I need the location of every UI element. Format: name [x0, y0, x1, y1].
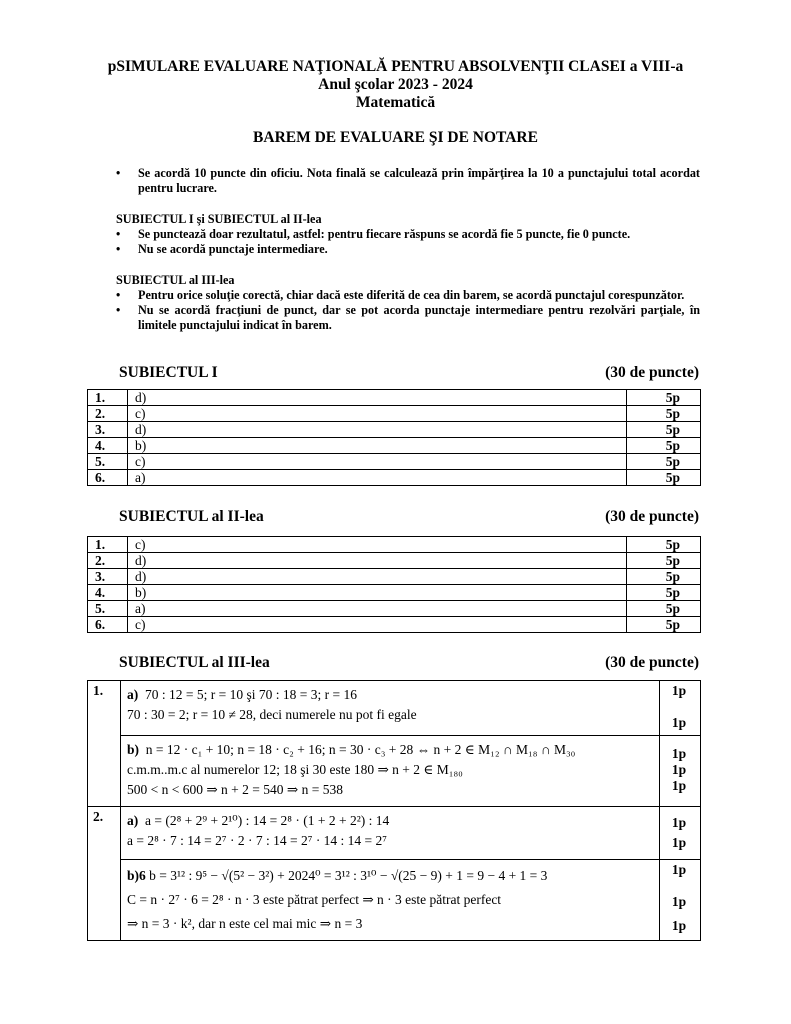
q2a-line-1	[127, 811, 653, 831]
table-row	[88, 585, 701, 601]
q1a-points	[660, 681, 701, 736]
row-answer: c)	[128, 406, 627, 422]
q2b-line-2	[127, 888, 653, 912]
document-header	[0, 58, 791, 112]
points: 1p	[671, 835, 687, 850]
row-answer: b)	[128, 585, 627, 601]
q1a-line-2-text: 70 : 30 = 2; r = 10 ≠ 28, deci numerele nu pot fi egale	[127, 707, 417, 722]
q1a-line-1-text: 70 : 12 = 5; r = 10 şi 70 : 18 = 3; r = 16	[145, 687, 357, 702]
row-points: 5p	[627, 537, 701, 553]
s1-title: SUBIECTUL I	[119, 364, 218, 381]
table-row	[88, 537, 701, 553]
question-number: 2.	[88, 807, 121, 860]
row-number: 2.	[88, 553, 128, 569]
s2-points: (30 de puncte)	[605, 508, 699, 525]
points: 1p	[671, 918, 687, 933]
s3-heading	[119, 654, 699, 672]
rules-sec12: SUBIECTUL I şi SUBIECTUL al II-lea • Se punctează doar rezultatul, astfel: pentru fiecare răspuns se acordă fie 5 puncte, fie 0 puncte. • Nu se acordă punctaje intermediare.	[116, 212, 700, 257]
table-row	[88, 860, 701, 941]
q2b-points	[660, 860, 701, 941]
table-row	[88, 454, 701, 470]
table-row	[88, 470, 701, 486]
q1a-line-1	[127, 685, 653, 705]
row-answer: b)	[128, 438, 627, 454]
table-row	[88, 390, 701, 406]
question-number-cont	[88, 860, 121, 941]
q1b-line-1-text: n = 12 · c₁ + 10; n = 18 · c₂ + 16; n = 30 · c₃ + 28 ⇔ n + 2 ∈ M₁₂ ∩ M₁₈ ∩ M₃₀	[145, 742, 576, 757]
q1b-line-2-text: c.m.m..m.c al numerelor 12; 18 şi 30 este 180 ⇒ n + 2 ∈ M₁₈₀	[127, 762, 463, 777]
q1b-solution	[121, 736, 660, 807]
points: 1p	[671, 746, 687, 761]
rules-sec12-bullet-2: Nu se acordă punctaje intermediare.	[138, 242, 328, 256]
q1a-line-2	[127, 705, 653, 725]
q2a-line-2-text: a = 2⁸ · 7 : 14 = 2⁷ · 2 · 7 : 14 = 2⁷ · 14 : 14 = 2⁷	[127, 833, 388, 848]
table-row	[88, 617, 701, 633]
s3-title: SUBIECTUL al III-lea	[119, 654, 270, 671]
q2b-line-1-text: b = 3¹² : 9⁵ − √(5² − 3²) + 2024⁰ = 3¹² : 3¹⁰ − √(25 − 9) + 1 = 9 − 4 + 1 = 3	[149, 868, 548, 883]
table-row	[88, 438, 701, 454]
q2b-line-1	[127, 864, 653, 888]
row-points: 5p	[627, 390, 701, 406]
q1b-line-2	[127, 760, 653, 780]
q2b-line-3	[127, 912, 653, 936]
q2a-label: a)	[127, 813, 139, 828]
q1b-line-1	[127, 740, 653, 760]
row-number: 3.	[88, 569, 128, 585]
table-row	[88, 807, 701, 860]
rules-sec12-bullet-1: Se punctează doar rezultatul, astfel: pentru fiecare răspuns se acordă fie 5 puncte, fie 0 puncte.	[138, 227, 631, 241]
row-number: 4.	[88, 585, 128, 601]
table-row	[88, 736, 701, 807]
general-rule: • Se acordă 10 puncte din oficiu. Nota finală se calculează prin împărţirea la 10 a punctajului total acordat pentru lucrare.	[116, 166, 700, 195]
question-number: 1.	[88, 681, 121, 736]
barem-title: BAREM DE EVALUARE ŞI DE NOTARE	[253, 129, 538, 146]
q1b-points	[660, 736, 701, 807]
row-answer: d)	[128, 569, 627, 585]
header-title: pSIMULARE EVALUARE NAŢIONALĂ PENTRU ABSOLVENŢII CLASEI a VIII-a	[107, 58, 684, 75]
row-number: 6.	[88, 617, 128, 633]
row-answer: a)	[128, 601, 627, 617]
row-points: 5p	[627, 601, 701, 617]
q1a-label: a)	[127, 687, 139, 702]
q2b-label: b)6	[127, 868, 146, 883]
s1-points: (30 de puncte)	[605, 364, 699, 381]
row-number: 4.	[88, 438, 128, 454]
row-answer: c)	[128, 617, 627, 633]
q1b-line-3	[127, 780, 653, 800]
row-points: 5p	[627, 617, 701, 633]
row-answer: a)	[128, 470, 627, 486]
points: 1p	[671, 894, 687, 909]
row-points: 5p	[627, 585, 701, 601]
question-number-cont	[88, 736, 121, 807]
points: 1p	[671, 815, 687, 830]
points: 1p	[671, 762, 687, 777]
row-points: 5p	[627, 406, 701, 422]
row-number: 6.	[88, 470, 128, 486]
row-points: 5p	[627, 470, 701, 486]
row-number: 2.	[88, 406, 128, 422]
q1b-line-3-text: 500 < n < 600 ⇒ n + 2 = 540 ⇒ n = 538	[127, 782, 343, 797]
row-answer: c)	[128, 537, 627, 553]
table-row	[88, 406, 701, 422]
points: 1p	[671, 715, 687, 730]
row-number: 5.	[88, 454, 128, 470]
rules-sec12-title: SUBIECTUL I şi SUBIECTUL al II-lea	[116, 212, 322, 226]
s1-heading	[119, 364, 699, 382]
row-number: 1.	[88, 537, 128, 553]
q2b-line-2-text: C = n · 2⁷ · 6 = 2⁸ · n · 3 este pătrat perfect ⇒ n · 3 este pătrat perfect	[127, 892, 502, 907]
points: 1p	[671, 862, 687, 877]
s3-table	[87, 680, 701, 941]
q2a-points	[660, 807, 701, 860]
s2-table	[87, 536, 701, 633]
q2b-line-3-text: ⇒ n = 3 · k², dar n este cel mai mic ⇒ n = 3	[127, 916, 363, 931]
row-number: 5.	[88, 601, 128, 617]
table-row	[88, 569, 701, 585]
s2-title: SUBIECTUL al II-lea	[119, 508, 264, 525]
row-points: 5p	[627, 454, 701, 470]
row-number: 1.	[88, 390, 128, 406]
q1a-solution	[121, 681, 660, 736]
table-row	[88, 601, 701, 617]
q2b-solution	[121, 860, 660, 941]
row-answer: d)	[128, 422, 627, 438]
q2a-solution	[121, 807, 660, 860]
points: 1p	[671, 683, 687, 698]
s1-table	[87, 389, 701, 486]
rules-sec3-bullet-2: Nu se acordă fracţiuni de punct, dar se pot acorda punctaje intermediare pentru rezolvări parţiale, în limitele punctajului indicat în barem.	[138, 303, 700, 332]
s2-heading	[119, 508, 699, 526]
q2a-line-2	[127, 831, 653, 851]
table-row	[88, 553, 701, 569]
row-number: 3.	[88, 422, 128, 438]
row-answer: d)	[128, 390, 627, 406]
points: 1p	[671, 778, 687, 793]
row-answer: c)	[128, 454, 627, 470]
table-row	[88, 681, 701, 736]
table-row	[88, 422, 701, 438]
s3-points: (30 de puncte)	[605, 654, 699, 671]
row-answer: d)	[128, 553, 627, 569]
general-rule-text: Se acordă 10 puncte din oficiu. Nota finală se calculează prin împărţirea la 10 a punctajului total acordat pentru lucrare.	[138, 166, 700, 195]
rules-sec3-title: SUBIECTUL al III-lea	[116, 273, 235, 287]
header-subject: Matematică	[355, 94, 436, 111]
rules-sec3-bullet-1: Pentru orice soluţie corectă, chiar dacă este diferită de cea din barem, se acordă punctajul corespunzător.	[138, 288, 685, 302]
q2a-line-1-text: a = (2⁸ + 2⁹ + 2¹⁰) : 14 = 2⁸ · (1 + 2 + 2²) : 14	[145, 813, 390, 828]
rules-sec3: SUBIECTUL al III-lea • Pentru orice soluţie corectă, chiar dacă este diferită de cea din barem, se acordă punctajul corespunzător. • Nu se acordă fracţiuni de punct, dar se pot acorda punctaje intermediare pentru rezolvări parţiale, în limitele punctajului indicat în barem.	[116, 273, 700, 332]
header-school-year: Anul şcolar 2023 - 2024	[318, 76, 473, 93]
row-points: 5p	[627, 438, 701, 454]
row-points: 5p	[627, 422, 701, 438]
row-points: 5p	[627, 569, 701, 585]
row-points: 5p	[627, 553, 701, 569]
q1b-label: b)	[127, 742, 140, 757]
